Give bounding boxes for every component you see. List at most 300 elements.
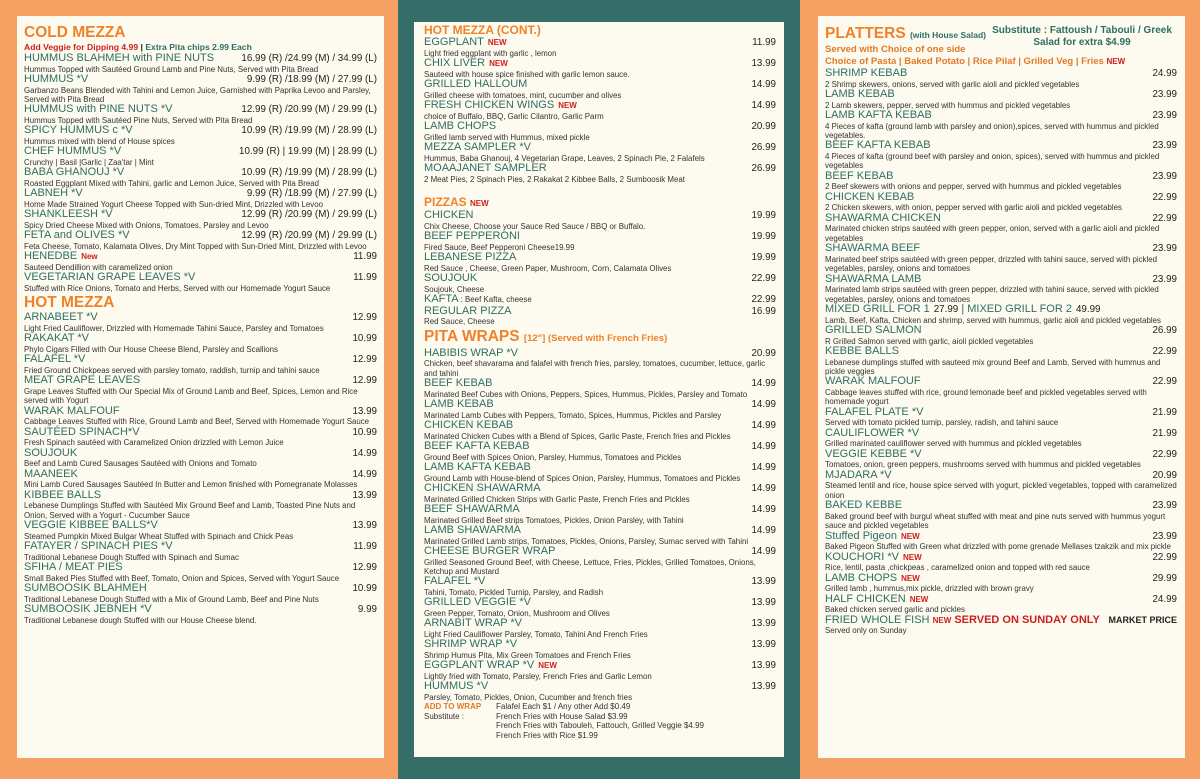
menu-item-lamb-kafta-kebab xyxy=(825,110,1177,140)
item-description: Red Sauce, Cheese xyxy=(424,317,495,327)
item-name: CHICKEN SHAWARMA xyxy=(424,482,541,494)
item-name: WARAK MALFOUF xyxy=(24,404,120,417)
menu-item-beef-kafta-kebab xyxy=(825,140,1177,170)
menu-item-mixed-grill-for-1: MIXED GRILL FOR 1 27.99 | MIXED GRILL FOR 2 49.99 Lamb, Beef, Kafta, Chicken and shrimp, served with hummus, garlic aioli and pickled vegetables xyxy=(825,304,1177,325)
item-price: 12.99 xyxy=(352,354,377,366)
new-badge: New xyxy=(81,252,98,262)
item-description: Sauteed Dendillion with caramelized onion xyxy=(24,263,173,272)
item-name: BEEF KEBAB xyxy=(424,377,493,389)
item-description: Lebanese dumplings stuffed with sauteed mix ground Beef and Lamb, Served with hummus and pickle veggies xyxy=(825,357,1161,377)
menu-item-shawarma-beef xyxy=(825,243,1177,273)
item-price: 12.99 (R) /20.99 (M) / 29.99 (L) xyxy=(241,230,377,242)
item-description: Chix Cheese, Choose your Sauce Red Sauce / BBQ or Buffalo. xyxy=(424,221,646,231)
menu-item-warak-malfouf xyxy=(825,376,1177,406)
item-price: 14.99 xyxy=(751,462,776,473)
menu-item-shawarma-chicken xyxy=(825,213,1177,243)
item-price: 23.99 xyxy=(1152,500,1177,512)
item-name: FALAFEL *V xyxy=(24,353,86,366)
menu-item-chicken-shawarma xyxy=(424,483,776,504)
menu-item-chicken-kebab xyxy=(424,420,776,441)
item-name: SPICY HUMMUS c *V xyxy=(24,124,133,137)
menu-item-hummus-with-pine-nuts-v xyxy=(24,104,377,125)
item-name: HABIBIS WRAP *V xyxy=(424,346,518,359)
menu-item-fried-whole-fish: FRIED WHOLE FISH NEW SERVED ON SUNDAY ONLY MARKET PRICE Served only on Sunday xyxy=(825,613,1177,636)
item-name: MEAT GRAPE LEAVES xyxy=(24,374,141,387)
item-price: 23.99 xyxy=(1152,170,1177,182)
item-price: 29.99 xyxy=(1152,572,1177,584)
item-name: BABA GHANOUJ *V xyxy=(24,166,125,179)
item-price: 9.99 xyxy=(357,604,377,616)
menu-item-soujouk xyxy=(424,273,776,294)
menu-item-lamb-kafta-kebab xyxy=(424,462,776,483)
item-description: 4 Pieces of kafta (ground lamb with parsley and onion),spices, served with hummus and pickled vegetables. xyxy=(825,121,1159,140)
item-price: 11.99 xyxy=(353,272,377,284)
item-description: Chicken, beef shavarama and falafel with french fries, parsley, tomatoes, cucumber, lettuce, garlic and tahini xyxy=(424,359,766,378)
item-description: Lightly fried with Tomato, Parsley, French Fries and Garlic Lemon xyxy=(424,672,652,681)
item-price: 23.99 xyxy=(1152,273,1177,285)
item-description: Fired Sauce, Beef Pepperoni Cheese19.99 xyxy=(424,242,575,252)
item-name: GRILLED HALLOUM xyxy=(424,78,528,90)
item-description: Soujouk, Cheese xyxy=(424,284,485,294)
item-description: Marinated Grilled Chicken Strips with Garlic Paste, French Fries and Pickles xyxy=(424,494,690,504)
item-name: MIXED GRILL FOR 1 xyxy=(825,303,930,316)
menu-item-chicken-kebab xyxy=(825,192,1177,213)
item-description: Mini Lamb Cured Sausages Sautéed In Butter and Lemon finished with Pomegranate Molasses xyxy=(24,480,358,490)
item-price: 11.99 xyxy=(353,541,377,553)
menu-item-baked-kebbe xyxy=(825,500,1177,530)
menu-item-moaajanet-sampler xyxy=(424,163,776,184)
item-name: SHANKLEESH *V xyxy=(24,208,113,221)
item-price: 13.99 xyxy=(352,405,377,417)
item-name: REGULAR PIZZA xyxy=(424,304,512,317)
item-description: Crunchy | Basil |Garlic | Zaa'tar | Mint xyxy=(24,158,154,167)
menu-panel-left xyxy=(17,16,384,758)
menu-item-kibbee-balls xyxy=(24,490,377,520)
item-description: Fried Ground Chickpeas served with parsley tomato, raddish, turnip and tahini sauce xyxy=(24,366,320,375)
menu-item-maaneek xyxy=(24,469,377,490)
cold-mezza-title: COLD MEZZA xyxy=(24,24,126,41)
item-name: HUMMUS *V xyxy=(424,680,489,693)
item-description: Small Baked Pies Stuffed with Beef, Tomato, Onion and Spices, Served with Yogurt Sauce xyxy=(24,573,340,583)
item-price: 13.99 xyxy=(751,681,776,693)
item-price: 22.99 xyxy=(1152,346,1177,358)
menu-item-cheese-burger-wrap xyxy=(424,546,776,576)
menu-item-habibis-wrap-v xyxy=(424,348,776,378)
item-price: 23.99 xyxy=(1152,140,1177,152)
item-description: choice of Buffalo, BBQ, Garlic Cilantro, Garlic Parm xyxy=(424,111,604,121)
item-price: 9.99 (R) /18.99 (M) / 27.99 (L) xyxy=(246,188,377,200)
new-badge: NEW xyxy=(558,101,577,110)
menu-item-lamb-kebab xyxy=(424,399,776,420)
item-name: ARNABEET *V xyxy=(24,311,98,324)
menu-item-labneh-v xyxy=(24,188,377,209)
menu-item-shawarma-lamb xyxy=(825,274,1177,304)
item-name: KIBBEE BALLS xyxy=(24,488,102,501)
item-name: CHICKEN KEBAB xyxy=(825,190,915,203)
menu-item-rakakat-v xyxy=(24,333,377,354)
item-price: 22.99 xyxy=(1152,551,1177,563)
item-price: 49.99 xyxy=(1075,304,1101,316)
item-price: 10.99 (R) /19.99 (M) / 28.99 (L) xyxy=(241,125,377,137)
item-name: BEEF KEBAB xyxy=(825,169,894,182)
item-price: 23.99 xyxy=(1152,530,1177,542)
item-name: LAMB CHOPS xyxy=(825,571,898,584)
item-description: Tomatoes, onion, green peppers, mushrooms served with hummus and pickled vegetables xyxy=(825,460,1141,470)
item-price: 23.99 xyxy=(1152,243,1177,255)
item-price: 14.99 xyxy=(751,483,776,494)
item-price: 26.99 xyxy=(1152,325,1177,337)
item-description: Lebanese Dumplings Stuffed with Sautéed Mix Ground Beef and Lamb, Toasted Pine Nuts and Onion, Served with a Yogurt - Cucumber Sauce xyxy=(24,501,356,520)
item-price: 12.99 (R) /20.99 (M) / 29.99 (L) xyxy=(241,209,377,221)
item-name: MEZZA SAMPLER *V xyxy=(424,141,531,153)
pizzas-title: PIZZAS NEW xyxy=(424,195,489,209)
item-name: FALAFEL PLATE *V xyxy=(825,405,924,418)
item-description: Lamb, Beef, Kafta, Chicken and shrimp, served with hummus, garlic aioli and pickled vegetables xyxy=(825,315,1161,325)
item-description: Shrimp Humus Pita, Mix Green Tomatoes and French Fries xyxy=(424,651,631,660)
platters-list xyxy=(825,68,1177,615)
menu-item-stuffed-pigeon xyxy=(825,531,1177,552)
item-name: KEBBE BALLS xyxy=(825,345,899,358)
item-name: FALAFEL *V xyxy=(424,575,486,588)
item-description: Marinated Grilled Beef strips Tomatoes, Pickles, Onion Parsley, with Tahini xyxy=(424,515,684,525)
menu-item-sumboosik-blahmeh xyxy=(24,583,377,604)
item-price: 26.99 xyxy=(751,142,776,153)
new-badge: NEW xyxy=(902,552,922,562)
menu-item-lamb-chops xyxy=(825,573,1177,594)
item-description: Grilled lamb served with Hummus, mixed pickle xyxy=(424,132,590,142)
item-description: Steamed Pumpkin Mixed Bulgar Wheat Stuffed with Spinach and Chick Peas xyxy=(24,531,294,541)
cold-mezza-note: Add Veggie for Dipping 4.99 | Extra Pita chips 2.99 Each xyxy=(24,42,252,52)
item-description: Rice, lentil, pasta ,chickpeas , caramelized onion and topped with red sauce xyxy=(825,563,1090,573)
menu-item-kebbe-balls xyxy=(825,346,1177,376)
item-description: Traditional Lebanese Dough Stuffed with a Mix of Ground Lamb, Beef and Pine Nuts xyxy=(24,594,319,604)
item-description: Traditional Lebanese Dough Stuffed with Spinach and Sumac xyxy=(24,552,239,562)
add-to-wrap-note: ADD TO WRAP Falafel Each $1 / Any other Add $0.49 Substitute : French Fries with House Salad $3.99 French Fries with Tabouleh, Fattouch, Grilled Veggie $4.99 French Fries with Rice $1.99 xyxy=(424,702,704,740)
menu-item-veggie-kebbe-v xyxy=(825,449,1177,470)
item-description: Grilled marinated cauliflower served with hummus and pickled vegetables xyxy=(825,439,1082,449)
platters-substitute-note: Substitute : Fattoush / Tabouli / Greek Salad for extra $4.99 xyxy=(992,25,1172,48)
item-name: LABNEH *V xyxy=(24,187,83,200)
item-name: SHAWARMA CHICKEN xyxy=(825,211,941,224)
item-description: Marinated Lamb Cubes with Peppers, Tomato, Spices, Hummus, Pickles and Parsley xyxy=(424,410,722,420)
item-description: 2 Meat Pies, 2 Spinach Pies, 2 Rakakat 2 Kibbee Balls, 2 Sumboosik Meat xyxy=(424,174,685,184)
item-name: BEEF PEPPERONI xyxy=(424,230,520,242)
item-description: Traditional Lebanese dough Stuffed with our House Cheese blend. xyxy=(24,615,257,625)
menu-item-grilled-veggie-v xyxy=(424,597,776,618)
item-name: Stuffed Pigeon xyxy=(825,529,897,542)
item-price: 20.99 xyxy=(1152,469,1177,481)
item-name: FRESH CHICKEN WINGS xyxy=(424,99,555,111)
menu-item-grilled-halloum xyxy=(424,79,776,100)
item-description: Light Fried Cauliflower, Drizzled with Homemade Tahini Sauce, Parsley and Tomatoes xyxy=(24,324,324,333)
menu-item-eggplant xyxy=(424,37,776,58)
menu-item-hummus-v xyxy=(424,681,776,702)
item-description: Marinated Chicken Cubes with a Blend of Spices, Garlic Paste, French fries and Pickles xyxy=(424,431,731,441)
item-description: Tahini, Tomato, Pickled Turnip, Parsley, and Radish xyxy=(424,588,604,597)
item-description: Marinated chicken strips sautéed with green pepper, onion, served with a garlic aioli and pickled vegetables xyxy=(825,224,1160,243)
item-name: LAMB CHOPS xyxy=(424,120,497,132)
item-price: 13.99 xyxy=(751,58,776,69)
item-name: MAANEEK xyxy=(24,467,78,480)
item-name: LAMB KAFTA KEBAB xyxy=(825,109,932,121)
item-description: Cabbage leaves stuffed with rice, ground lemonade beef and pickled vegetables served with homemade yogurt xyxy=(825,388,1147,407)
item-price: 14.99 xyxy=(751,399,776,410)
item-name: BEEF SHAWARMA xyxy=(424,503,520,515)
item-name: GRILLED SALMON xyxy=(825,324,922,337)
menu-item-beef-kebab xyxy=(825,171,1177,192)
item-name: CHEESE BURGER WRAP xyxy=(424,545,556,557)
menu-item-beef-kafta-kebab xyxy=(424,441,776,462)
menu-item-cauliflower-v xyxy=(825,428,1177,449)
item-name: KAFTA xyxy=(424,293,459,305)
platters-header xyxy=(825,25,1177,56)
platters-served-note: Served with Choice of one side xyxy=(825,44,966,55)
item-price: 13.99 xyxy=(352,489,377,501)
menu-item-beef-pepperoni xyxy=(424,231,776,252)
menu-item-baba-ghanouj-v xyxy=(24,167,377,188)
item-description: Baked chicken served garlic and pickles xyxy=(825,605,965,615)
item-price: 11.99 xyxy=(353,251,377,263)
item-name: SOUJOUK xyxy=(424,272,478,284)
item-name: MOAAJANET SAMPLER xyxy=(424,162,547,174)
menu-item-sumboosik-jebneh-v xyxy=(24,604,377,625)
menu-item-soujouk xyxy=(24,448,377,469)
menu-item-shrimp-wrap-v xyxy=(424,639,776,660)
menu-item-shankleesh-v xyxy=(24,209,377,230)
item-description: Baked ground beef with burgul wheat stuffed with meat and pine nuts served with hummus yogurt sauce and pickled vegetables xyxy=(825,511,1166,531)
pita-wraps-title: PITA WRAPS [12"] (Served with French Fries) xyxy=(424,327,668,345)
item-name: SOUJOUK xyxy=(24,446,78,459)
item-description: Hummus mixed with blend of House spices xyxy=(24,137,175,146)
item-name: HUMMUS *V xyxy=(24,73,89,85)
item-name: VEGGIE KIBBEE BALLS*V xyxy=(24,519,158,532)
menu-item-beef-kebab xyxy=(424,378,776,399)
item-description: Ground Beef with Spices Onion, Parsley, Hummus, Tomatoes and Pickles xyxy=(424,452,682,462)
item-name: SHRIMP WRAP *V xyxy=(424,638,518,651)
item-name: BEEF KAFTA KEBAB xyxy=(825,139,931,152)
item-description: Hummus Topped with Sautéed Ground Lamb and Pine Nuts, Served with Pita Bread xyxy=(24,64,319,74)
item-description: Grape Leaves Stuffed with Our Special Mix of Ground Lamb and Beef, Spices, Lemon and Rice served with Yogurt xyxy=(24,387,358,406)
menu-item-saut-ed-spinach-v xyxy=(24,427,377,448)
item-price: 13.99 xyxy=(751,576,776,588)
menu-item-veggie-kibbee-balls-v xyxy=(24,520,377,541)
item-price: 22.99 xyxy=(751,294,776,305)
menu-item-arnabit-wrap-v xyxy=(424,618,776,639)
menu-item-mjadara-v xyxy=(825,470,1177,500)
item-price: 14.99 xyxy=(751,79,776,90)
item-price: 14.99 xyxy=(751,525,776,536)
new-badge: NEW xyxy=(487,38,507,47)
hot-mezza-cont-list xyxy=(424,37,776,184)
item-name: VEGGIE KEBBE *V xyxy=(825,447,922,460)
item-description: Marinated Beef Cubes with Onions, Peppers, Spices, Hummus, Pickles, Parsley and Tomato xyxy=(424,389,748,399)
item-price: 14.99 xyxy=(751,546,776,557)
item-price: 12.99 xyxy=(352,312,377,324)
item-description: Marinated Grilled Lamb strips, Tomatoes, Pickles, Onions, Parsley, Sumac served with Tahini xyxy=(424,536,749,546)
item-price: 12.99 xyxy=(352,375,377,387)
menu-item-hummus-v xyxy=(24,74,377,104)
item-description: 2 Lamb skewers, pepper, served with hummus and pickled vegetables xyxy=(825,100,1071,110)
item-description: R Grilled Salmon served with garlic, aioli pickled vegetables xyxy=(825,336,1034,346)
item-price: 13.99 xyxy=(751,597,776,609)
item-description: Cabbage Leaves Stuffed with Rice, Ground Lamb and Beef, Served with Homemade Yogurt Sauce xyxy=(24,417,370,427)
item-price: 14.99 xyxy=(352,447,377,459)
menu-item-henedbe xyxy=(24,251,377,272)
item-description: Phylo Cigars Filled with Our House Cheese Blend, Parsley and Scallions xyxy=(24,345,278,354)
menu-item-spicy-hummus-c-v xyxy=(24,125,377,146)
menu-item-chef-hummus-v xyxy=(24,146,377,167)
item-description: 4 Pieces of kafta (ground beef with parsley and onion, spices), served with hummus and pickled vegetables xyxy=(825,152,1160,171)
item-price: 13.99 xyxy=(751,618,776,630)
item-price: 10.99 (R) | 19.99 (M) | 28.99 (L) xyxy=(239,146,377,158)
menu-item-chix-liver xyxy=(424,58,776,79)
menu-item-grilled-salmon xyxy=(825,325,1177,346)
item-name: MJADARA *V xyxy=(825,468,892,481)
new-badge: NEW xyxy=(909,594,929,604)
item-price: 20.99 xyxy=(751,347,776,359)
item-name: LAMB SHAWARMA xyxy=(424,524,521,536)
item-price: 21.99 xyxy=(1152,427,1177,439)
menu-item-hummus-blahmeh-with-pine-nuts xyxy=(24,53,377,74)
item-price: 10.99 xyxy=(352,583,377,595)
menu-item-warak-malfouf xyxy=(24,406,377,427)
hot-mezza-list xyxy=(24,312,377,625)
item-description: Sauteed with house spice finished with garlic lemon sauce. xyxy=(424,69,630,79)
item-description: Home Made Strained Yogurt Cheese Topped with Sun-dried Mint, Drizzled with Levoo xyxy=(24,200,323,209)
item-price: 27.99 xyxy=(933,304,959,316)
hot-mezza-title: HOT MEZZA xyxy=(24,294,115,312)
item-name: HENEDBE xyxy=(24,250,78,263)
item-description: : Beef Kafta, cheese xyxy=(460,295,532,304)
item-description: Stuffed with Rice Onions, Tomato and Herbs, Served with our Homemade Yogurt Sauce xyxy=(24,284,331,293)
menu-item-falafel-v xyxy=(424,576,776,597)
menu-item-vegetarian-grape-leaves-v xyxy=(24,272,377,293)
item-price: 9.99 (R) /18.99 (M) / 27.99 (L) xyxy=(246,74,377,85)
menu-panel-center xyxy=(414,22,784,757)
item-name: CHEF HUMMUS *V xyxy=(24,145,122,158)
item-name: ARNABIT WRAP *V xyxy=(424,617,523,630)
item-price: 14.99 xyxy=(751,504,776,515)
menu-item-arnabeet-v xyxy=(24,312,377,333)
item-description: Spicy Dried Cheese Mixed with Onions, Tomatoes, Parsley and Levoo xyxy=(24,221,269,230)
item-price: 14.99 xyxy=(751,441,776,452)
menu-item-eggplant-wrap-v xyxy=(424,660,776,681)
item-name: LAMB KAFTA KEBAB xyxy=(424,461,531,473)
pita-wraps-list xyxy=(424,348,776,703)
menu-item-half-chicken xyxy=(825,594,1177,615)
item-description: Served only on Sunday xyxy=(825,626,907,636)
item-description: Marinated beef strips sautéed with green pepper, drizzled with tahini sauce, served with pickled vegetables, parsley, onions and tomatoes xyxy=(825,254,1158,274)
item-price: 14.99 xyxy=(352,468,377,480)
item-price: 22.99 xyxy=(751,273,776,284)
item-name: SHAWARMA BEEF xyxy=(825,242,921,255)
new-badge: NEW xyxy=(489,59,508,68)
item-description: Hummus Topped with Sautéed Pine Nuts, Served with Pita Bread xyxy=(24,116,253,125)
item-description: Parsley, Tomato, Pickles, Onion, Cucumber and french fries xyxy=(424,693,633,702)
item-price: 24.99 xyxy=(1152,593,1177,605)
item-name: LEBANESE PIZZA xyxy=(424,251,517,263)
item-price: 21.99 xyxy=(1152,406,1177,418)
item-price: 14.99 xyxy=(751,420,776,431)
item-name: GRILLED VEGGIE *V xyxy=(424,596,531,609)
item-name: CHICKEN KEBAB xyxy=(424,419,514,431)
item-price: 14.99 xyxy=(751,100,776,111)
item-price: 13.99 xyxy=(352,520,377,532)
item-description: Light Fried Cauliflower Parsley, Tomato, Tahini And French Fries xyxy=(424,630,648,639)
menu-item-meat-grape-leaves xyxy=(24,375,377,405)
menu-item-lamb-kebab xyxy=(825,89,1177,110)
item-name: SUMBOOSIK BLAHMEH xyxy=(24,582,147,595)
item-name: VEGETARIAN GRAPE LEAVES *V xyxy=(24,271,196,284)
menu-item-chicken xyxy=(424,210,776,231)
item-price: 16.99 (R) /24.99 (M) / 34.99 (L) xyxy=(241,53,377,64)
item-name: SFIHA / MEAT PIES xyxy=(24,561,123,574)
menu-item-kouchori-v xyxy=(825,552,1177,573)
item-description: Served with tomato pickled turnip, parsley, radish, and tahini sauce xyxy=(825,418,1059,428)
item-name: CHICKEN xyxy=(424,209,474,221)
item-description: Steamed lentil and rice, house spice served with yogurt, pickled vegetables, topped with caramelized onion xyxy=(825,481,1177,500)
hot-mezza-cont-title: HOT MEZZA (CONT.) xyxy=(424,23,541,37)
item-name: FATAYER / SPINACH PIES *V xyxy=(24,540,173,553)
item-name: FETA and OLIVES *V xyxy=(24,229,130,242)
item-name: KOUCHORI *V xyxy=(825,550,899,563)
item-price: 13.99 xyxy=(751,660,776,672)
item-price: 13.99 xyxy=(751,639,776,651)
item-description: Beef and Lamb Cured Sausages Sautéed with Onions and Tomato xyxy=(24,459,257,469)
item-name: BAKED KEBBE xyxy=(825,499,903,512)
item-description: Hummus, Baba Ghanouj, 4 Vegetarian Grape, Leaves, 2 Spinach Pie, 2 Falafels xyxy=(424,153,705,163)
item-price: 23.99 xyxy=(1152,89,1177,100)
item-name: MIXED GRILL FOR 2 xyxy=(967,303,1072,316)
item-description: Garbanzo Beans Blended with Tahini and Lemon Juice, Garnished with Paprika Levoo and Parsley, Served with Pita Bread xyxy=(24,85,371,104)
menu-item-lamb-chops xyxy=(424,121,776,142)
menu-item-feta-and-olives-v xyxy=(24,230,377,251)
item-name: LAMB KEBAB xyxy=(424,398,494,410)
menu-item-lebanese-pizza xyxy=(424,252,776,273)
item-price: 16.99 xyxy=(751,305,776,317)
item-name: HALF CHICKEN xyxy=(825,592,906,605)
item-price: 22.99 xyxy=(1152,376,1177,388)
item-name: HUMMUS with PINE NUTS *V xyxy=(24,103,173,116)
item-name: LAMB KEBAB xyxy=(825,88,895,100)
item-description: Grilled lamb , hummus,mix pickle, drizzled with brown gravy xyxy=(825,584,1034,594)
item-description: 2 Shrimp skewers, onions, served with garlic aioli and pickled vegetables xyxy=(825,79,1080,89)
item-description: 2 Beef skewers with onions and pepper, served with hummus and pickled vegetables xyxy=(825,182,1122,192)
menu-item-falafel-plate-v xyxy=(825,407,1177,428)
item-name: SAUTÉED SPINACH*V xyxy=(24,425,140,438)
pizzas-list xyxy=(424,210,776,327)
item-name: RAKAKAT *V xyxy=(24,332,90,345)
cold-mezza-list xyxy=(24,53,377,293)
item-price: 10.99 (R) /19.99 (M) / 28.99 (L) xyxy=(241,167,377,179)
new-badge: NEW xyxy=(538,661,557,671)
item-price: MARKET PRICE xyxy=(1108,614,1177,625)
menu-item-falafel-v xyxy=(24,354,377,375)
item-description: Red Sauce , Cheese, Green Paper, Mushroom, Corn, Calamata Olives xyxy=(424,263,672,273)
item-description: Baked Pigeon Stuffed with Green what drizzled with pome grenade Mellases tzakzik and mix pickle xyxy=(825,542,1171,552)
item-price: 19.99 xyxy=(751,252,776,263)
item-description: Feta Cheese, Tomato, Kalamata Olives, Dry Mint Topped with Sun-Dried Mint, Drizzled with Levoo xyxy=(24,242,367,251)
item-price: 22.99 xyxy=(1152,448,1177,460)
item-price: 24.99 xyxy=(1152,68,1177,79)
item-price: 26.99 xyxy=(751,163,776,174)
item-description: Roasted Eggplant Mixed with Tahini, garlic and Lemon Juice, Served with Pita Bread xyxy=(24,179,320,188)
menu-item-beef-shawarma xyxy=(424,504,776,525)
menu-item-shrimp-kebab xyxy=(825,68,1177,89)
item-price: 11.99 xyxy=(752,37,776,48)
item-price: 10.99 xyxy=(352,426,377,438)
item-description: Light fried eggplant with garlic , lemon xyxy=(424,48,557,58)
